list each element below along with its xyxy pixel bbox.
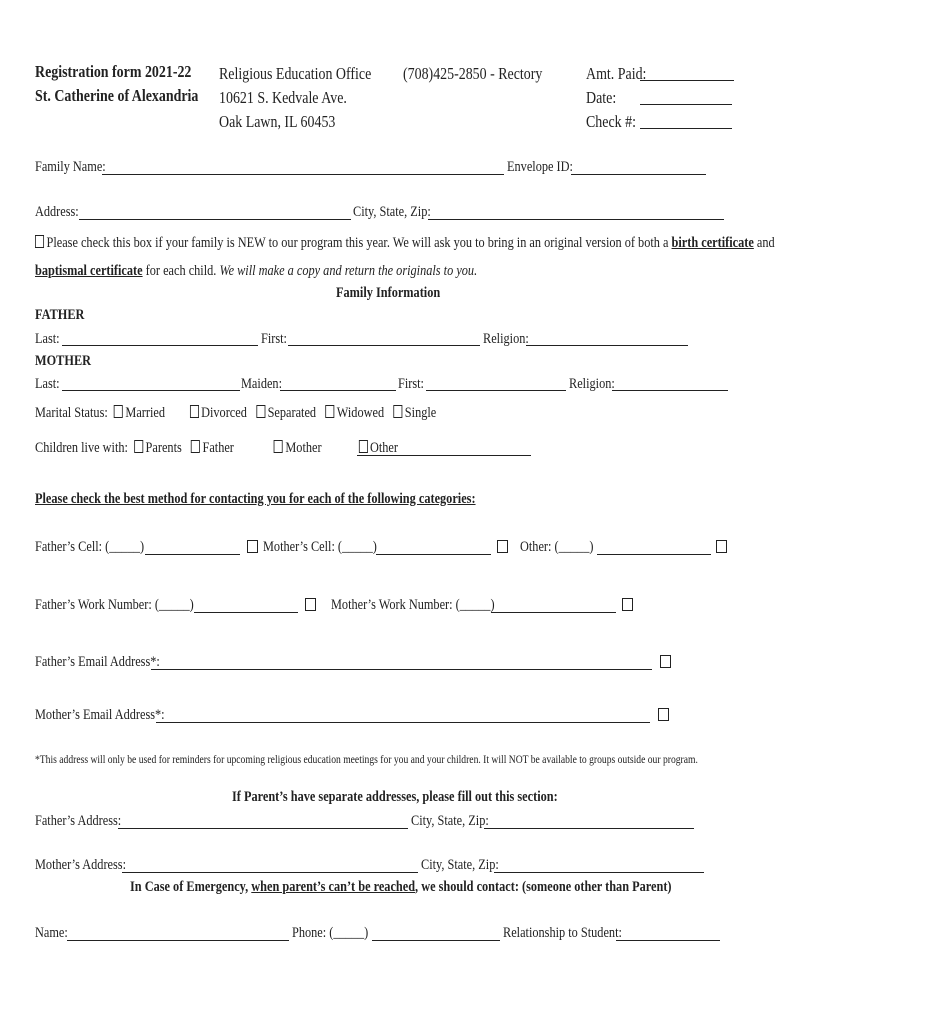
date-field[interactable] xyxy=(640,104,732,105)
mothers-city-field[interactable] xyxy=(494,872,704,873)
fathers-email-field[interactable] xyxy=(151,669,652,670)
mothers-work-field[interactable] xyxy=(491,612,616,613)
contact-heading: Please check the best method for contacting you for each of the following categories: xyxy=(35,491,476,507)
mothers-work-checkbox[interactable] xyxy=(622,598,633,611)
mother-first-field[interactable] xyxy=(426,390,566,391)
family-name-field[interactable] xyxy=(102,174,504,175)
father-first-field[interactable] xyxy=(288,345,480,346)
check-number-field[interactable] xyxy=(640,128,732,129)
fathers-city-field[interactable] xyxy=(484,828,694,829)
birth-certificate-text: birth certificate xyxy=(671,235,754,251)
emergency-relationship-label: Relationship to Student: xyxy=(503,925,622,941)
fathers-city-label: City, State, Zip: xyxy=(411,813,489,829)
emergency-phone-label: Phone: (_____) xyxy=(292,925,369,941)
baptismal-notice: baptismal certificate for each child. We will make a copy and return the originals to you. xyxy=(35,263,478,279)
email-footnote: *This address will only be used for reminders for upcoming religious education meetings for you and your children. It will NOT be available to groups outside our program. xyxy=(35,752,698,766)
parish-name: St. Catherine of Alexandria xyxy=(35,86,199,105)
other-live-with-field[interactable] xyxy=(357,455,531,456)
mothers-cell-label: Mother’s Cell: (_____) xyxy=(263,539,377,555)
mothers-cell-checkbox[interactable] xyxy=(497,540,508,553)
other-phone-label: Other: (_____) xyxy=(520,539,594,555)
widowed-checkbox[interactable] xyxy=(325,405,334,418)
fathers-address-field[interactable] xyxy=(118,828,408,829)
envelope-id-field[interactable] xyxy=(571,174,706,175)
married-checkbox[interactable] xyxy=(114,405,123,418)
children-live-with-row: Children live with: Parents Father Mother Other xyxy=(35,440,398,456)
father-religion-label: Religion: xyxy=(483,331,529,347)
rectory-phone: (708)425-2850 - Rectory xyxy=(403,64,543,83)
mother-last-label: Last: xyxy=(35,376,60,392)
mothers-cell-field[interactable] xyxy=(376,554,491,555)
fathers-cell-checkbox[interactable] xyxy=(247,540,258,553)
mothers-email-field[interactable] xyxy=(156,722,650,723)
address-label: Address: xyxy=(35,204,79,220)
mothers-email-label: Mother’s Email Address*: xyxy=(35,707,165,723)
address-field[interactable] xyxy=(79,219,351,220)
mother-first-label: First: xyxy=(398,376,424,392)
mother-religion-label: Religion: xyxy=(569,376,615,392)
divorced-checkbox[interactable] xyxy=(190,405,199,418)
fathers-cell-label: Father’s Cell: (_____) xyxy=(35,539,145,555)
fathers-email-checkbox[interactable] xyxy=(660,655,671,668)
emergency-name-label: Name: xyxy=(35,925,68,941)
single-checkbox[interactable] xyxy=(393,405,402,418)
emergency-heading: In Case of Emergency, when parent’s can’t be reached, we should contact: (someone other than Parent) xyxy=(130,879,672,895)
marital-status-row: Marital Status: Married Divorced Separated Widowed Single xyxy=(35,405,437,421)
city-state-zip-field[interactable] xyxy=(428,219,724,220)
mother-checkbox[interactable] xyxy=(274,440,283,453)
father-religion-field[interactable] xyxy=(526,345,688,346)
other-phone-field[interactable] xyxy=(597,554,711,555)
emergency-relationship-field[interactable] xyxy=(616,940,720,941)
mothers-work-label: Mother’s Work Number: (_____) xyxy=(331,597,495,613)
emergency-phone-field[interactable] xyxy=(372,940,500,941)
father-first-label: First: xyxy=(261,331,287,347)
mothers-address-label: Mother’s Address: xyxy=(35,857,127,873)
mother-heading: MOTHER xyxy=(35,353,92,369)
parents-checkbox[interactable] xyxy=(134,440,143,453)
separate-address-heading: If Parent’s have separate addresses, please fill out this section: xyxy=(232,789,558,805)
separated-checkbox[interactable] xyxy=(256,405,265,418)
father-checkbox[interactable] xyxy=(191,440,200,453)
fathers-work-field[interactable] xyxy=(194,612,298,613)
other-phone-checkbox[interactable] xyxy=(716,540,727,553)
mother-religion-field[interactable] xyxy=(612,390,728,391)
city-state-zip-label: City, State, Zip: xyxy=(353,204,431,220)
mother-maiden-label: Maiden: xyxy=(241,376,282,392)
father-last-label: Last: xyxy=(35,331,60,347)
copy-note: We will make a copy and return the originals to you. xyxy=(219,263,478,279)
fathers-work-label: Father’s Work Number: (_____) xyxy=(35,597,194,613)
form-title: Registration form 2021-22 xyxy=(35,62,192,81)
family-info-heading: Family Information xyxy=(336,285,441,301)
family-name-label: Family Name: xyxy=(35,159,106,175)
emergency-name-field[interactable] xyxy=(67,940,289,941)
mother-maiden-field[interactable] xyxy=(280,390,396,391)
amt-paid-field[interactable] xyxy=(640,80,734,81)
fathers-address-label: Father’s Address: xyxy=(35,813,122,829)
father-heading: FATHER xyxy=(35,307,85,323)
fathers-cell-field[interactable] xyxy=(145,554,240,555)
father-last-field[interactable] xyxy=(62,345,258,346)
fathers-work-checkbox[interactable] xyxy=(305,598,316,611)
mothers-address-field[interactable] xyxy=(122,872,418,873)
office-use-labels: Amt. Paid: Date: Check #: xyxy=(586,64,647,131)
mothers-email-checkbox[interactable] xyxy=(658,708,669,721)
new-family-checkbox[interactable] xyxy=(35,235,44,248)
mothers-city-label: City, State, Zip: xyxy=(421,857,499,873)
new-family-notice: Please check this box if your family is NEW to our program this year. We will ask you to bring in an original version of both a birth certificate and xyxy=(35,234,937,252)
other-checkbox[interactable] xyxy=(358,440,367,453)
mother-last-field[interactable] xyxy=(62,390,240,391)
fathers-email-label: Father’s Email Address*: xyxy=(35,654,160,670)
office-address: Religious Education Office 10621 S. Kedvale Ave. Oak Lawn, IL 60453 xyxy=(219,64,372,131)
envelope-id-label: Envelope ID: xyxy=(507,159,573,175)
